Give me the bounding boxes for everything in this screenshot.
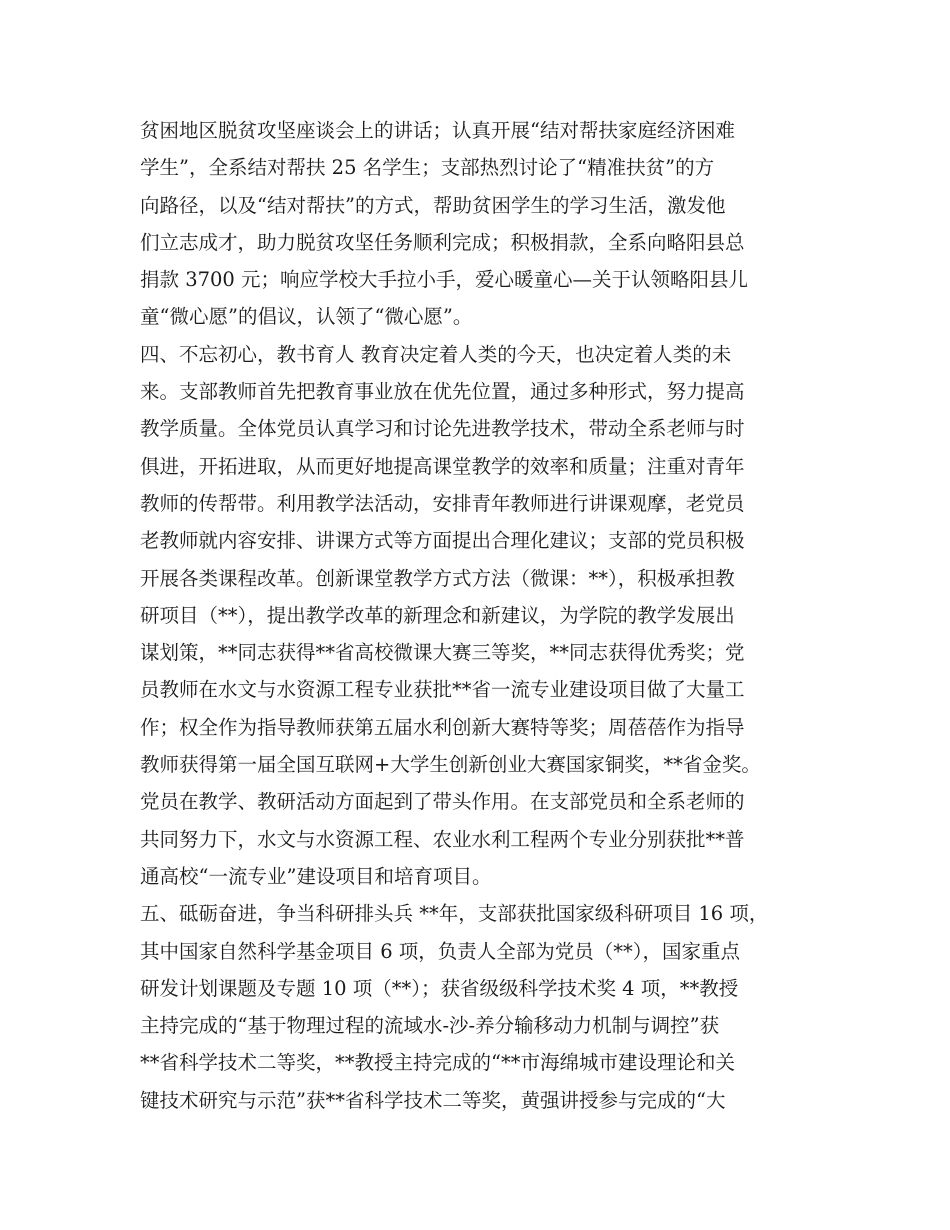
text-line: 作；权全作为指导教师获第五届水利创新大赛特等奖；周蓓蓓作为指导: [140, 715, 745, 739]
text-line: 主持完成的“基于物理过程的流域水-沙-养分输移动力机制与调控”获: [140, 1014, 720, 1038]
text-line: **省科学技术二等奖，**教授主持完成的“**市海绵城市建设理论和关: [140, 1051, 735, 1075]
text-line: 学生”，全系结对帮扶 25 名学生；支部热烈讨论了“精准扶贫”的方: [140, 156, 715, 180]
text-line: 共同努力下，水文与水资源工程、农业水利工程两个专业分别获批**普: [140, 827, 745, 851]
text-line: 捐款 3700 元；响应学校大手拉小手，爱心暖童心—关于认领略阳县儿: [140, 268, 749, 292]
text-line: 教师获得第一届全国互联网+大学生创新创业大赛国家铜奖，**省金奖。: [140, 753, 761, 777]
text-line: 教师的传帮带。利用教学法活动，安排青年教师进行讲课观摩，老党员: [140, 491, 745, 515]
text-line: 通高校“一流专业”建设项目和培育项目。: [140, 864, 492, 888]
text-line: 党员在教学、教研活动方面起到了带头作用。在支部党员和全系老师的: [140, 790, 745, 814]
text-line: 俱进，开拓进取，从而更好地提高课堂教学的效率和质量；注重对青年: [140, 454, 745, 478]
section-heading-line: 四、不忘初心，教书育人 教育决定着人类的今天，也决定着人类的未: [140, 342, 732, 366]
text-line: 教学质量。全体党员认真学习和讨论先进教学技术，带动全系老师与时: [140, 417, 745, 441]
section-heading-line: 五、砥砺奋进，争当科研排头兵 **年，支部获批国家级科研项目 16 项，: [140, 902, 769, 926]
text-line: 谋划策，**同志获得**省高校微课大赛三等奖，**同志获得优秀奖；党: [140, 641, 745, 665]
text-line: 其中国家自然科学基金项目 6 项，负责人全部为党员（**），国家重点: [140, 939, 741, 963]
text-line: 贫困地区脱贫攻坚座谈会上的讲话；认真开展“结对帮扶家庭经济困难: [140, 119, 735, 142]
text-line: 开展各类课程改革。创新课堂教学方式方法（微课：**），积极承担教: [140, 566, 735, 590]
text-line: 童“微心愿”的倡议，认领了“微心愿”。: [140, 305, 473, 329]
text-line: 老教师就内容安排、讲课方式等方面提出合理化建议；支部的党员积极: [140, 529, 745, 553]
text-line: 研发计划课题及专题 10 项（**）；获省级级科学技术奖 4 项，**教授: [140, 976, 739, 1000]
text-line: 员教师在水文与水资源工程专业获批**省一流专业建设项目做了大量工: [140, 678, 745, 702]
text-line: 来。支部教师首先把教育事业放在优先位置，通过多种形式，努力提高: [140, 380, 745, 404]
text-line: 向路径，以及“结对帮扶”的方式，帮助贫困学生的学习生活，激发他: [140, 193, 726, 217]
body-text: [140, 112, 840, 1119]
text-line: 们立志成才，助力脱贫攻坚任务顺利完成；积极捐款，全系向略阳县总: [140, 230, 745, 254]
text-line: 研项目（**），提出教学改革的新理念和新建议，为学院的教学发展出: [140, 603, 735, 627]
text-line: 键技术研究与示范”获**省科学技术二等奖，黄强讲授参与完成的“大: [140, 1088, 726, 1112]
